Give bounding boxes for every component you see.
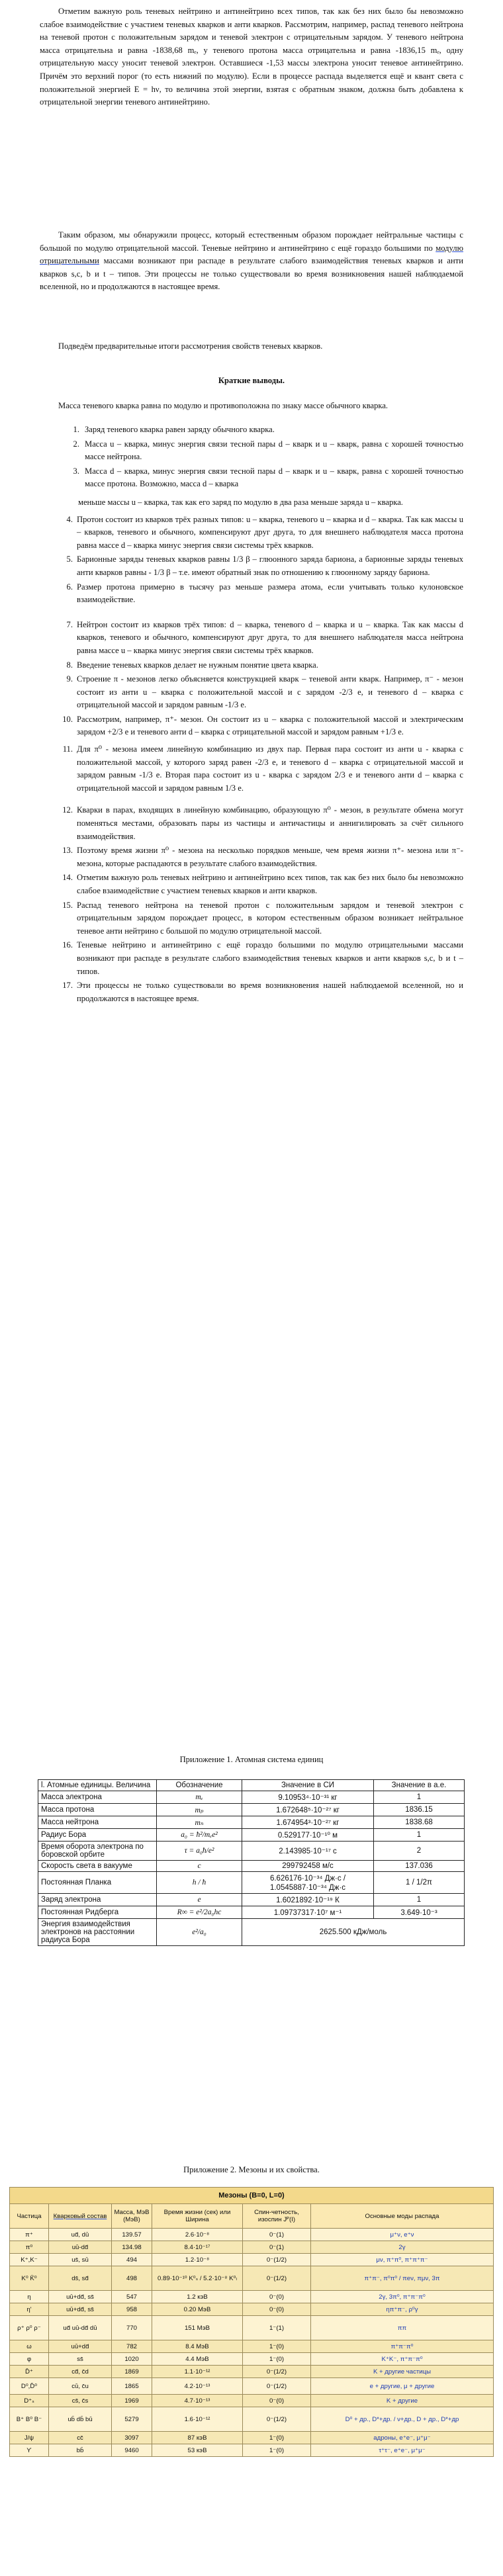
atomic-units-cell-quantity: Постоянная Планка (38, 1872, 157, 1894)
atomic-units-cell-symbol: mₑ (157, 1791, 242, 1804)
summary-list-item-text: Масса u – кварка, минус энергия связи тесной пары d – кварк и u – кварк, равна с хорошей точностью массе нейтрона. (85, 439, 463, 462)
atomic-units-cell-au: 1836.15 (374, 1804, 465, 1816)
appendix2-title: Приложение 2. Мезоны и их свойства. (183, 2165, 320, 2174)
summary-list-item-number: 11. (62, 744, 73, 754)
summary-list-item (40, 871, 463, 897)
summary-list-item-text: Протон состоит из кварков трёх разных типов: u – кварка, теневого u – кварка и d – кварка. Так как массы u – кварков, теневого и обычного, компенсируют друг друга, то для внешнего наблюдателя масса протона равна массе d – кварка минус энергия связи системы трёх кварков. (77, 514, 463, 550)
summary-list-item-text: Барионные заряды теневых кварков равны 1/3 β – глюонного заряда бариона, а барионные заряды теневых анти кварков равны - 1/3 β – т.е. имеют обратный знак по отношению к глюонному заряду бариона. (77, 555, 463, 577)
mesons-cell-particle: ρ⁺ ρ⁰ ρ⁻ (10, 2316, 49, 2340)
mesons-cell-particle: η (10, 2291, 49, 2303)
mesons-cell-lifetime: 4.7·10⁻¹³ (152, 2395, 243, 2407)
mesons-cell-quark-content: ub̄ db̄ bū (49, 2407, 112, 2432)
summary-list-item (40, 553, 463, 579)
mesons-cell-decay-modes: D⁰ + др., D*+др. / ν+др., D + др., D*+др (311, 2407, 494, 2432)
atomic-units-cell-au: 2 (374, 1842, 465, 1861)
mesons-cell-mass: 9460 (112, 2444, 152, 2457)
mesons-cell-decay-modes: π⁺π⁻, π⁰π⁰ / πeν, πμν, 3π (311, 2266, 494, 2291)
mesons-cell-decay-modes: K + другие частицы (311, 2366, 494, 2378)
atomic-units-cell-quantity: Заряд электрона (38, 1894, 157, 1906)
mesons-cell-mass: 1865 (112, 2378, 152, 2395)
mesons-cell-spin-parity: 0⁻(1/2) (243, 2407, 311, 2432)
summary-list-item-text: Рассмотрим, например, π⁺- мезон. Он состоит из u – кварка с положительной массой и электрическим зарядом +2/3 e и теневого анти d – кварка с отрицательной массой и зарядом равным +1/3 e. (77, 714, 463, 737)
mesons-header-quark-content: Кварковый состав (49, 2204, 112, 2229)
summary-list-item-number: 12. (62, 805, 73, 815)
mesons-row (10, 2366, 494, 2378)
atomic-units-cell-si: 0.529177·10⁻¹⁰ м (242, 1829, 374, 1842)
atomic-units-cell-si: 2.143985·10⁻¹⁷ с (242, 1842, 374, 1861)
mesons-row (10, 2407, 494, 2432)
mesons-cell-lifetime: 0.89·10⁻¹⁰ K⁰ₛ / 5.2·10⁻⁸ K⁰ₗ (152, 2266, 243, 2291)
atomic-units-cell-symbol: e²/a₀ (157, 1919, 242, 1946)
summary-list-item-number: 14. (62, 873, 73, 883)
mesons-cell-decay-modes: ππ (311, 2316, 494, 2340)
atomic-units-header-si: Значение в СИ (242, 1780, 374, 1791)
atomic-units-cell-si: 1.09737317·10⁷ м⁻¹ (242, 1906, 374, 1919)
atomic-units-cell-symbol: mₚ (157, 1804, 242, 1816)
mesons-cell-decay-modes: τ⁺τ⁻, e⁺e⁻, μ⁺μ⁻ (311, 2444, 494, 2457)
mesons-cell-decay-modes: 2γ, 3π⁰, π⁺π⁻π⁰ (311, 2291, 494, 2303)
mesons-header-spin-parity: Спин-четность, изоспин Jᴾ(I) (243, 2204, 311, 2229)
mesons-row (10, 2432, 494, 2444)
mesons-cell-quark-content: cc̄ (49, 2432, 112, 2444)
mesons-cell-spin-parity: 0⁻(1/2) (243, 2378, 311, 2395)
summary-list-item-text: Введение теневых кварков делает не нужным понятие цвета кварка. (77, 660, 318, 670)
mesons-cell-decay-modes: K + другие (311, 2395, 494, 2407)
atomic-units-cell-quantity: Постоянная Ридберга (38, 1906, 157, 1919)
summary-list-item-number: 3. (73, 466, 79, 476)
mesons-cell-lifetime: 4.4 МэВ (152, 2353, 243, 2366)
appendix1-title: Приложение 1. Атомная система единиц (179, 1755, 324, 1764)
mesons-cell-mass: 498 (112, 2266, 152, 2291)
atomic-units-row (38, 1804, 465, 1816)
atomic-units-cell-symbol: a₀ = ħ²/mₑe² (157, 1829, 242, 1842)
summary-list-item-number: 8. (66, 660, 73, 670)
atomic-units-cell-symbol: τ = a₀ħ/e² (157, 1842, 242, 1861)
summary-list-item (40, 423, 463, 437)
mesons-cell-decay-modes: μ⁺ν, e⁺ν (311, 2229, 494, 2241)
mesons-cell-spin-parity: 0⁻(1/2) (243, 2266, 311, 2291)
mesons-table (9, 2187, 494, 2457)
summary-list-item-number: 10. (62, 714, 73, 724)
mesons-cell-particle: B⁺ B⁰ B⁻ (10, 2407, 49, 2432)
mesons-cell-lifetime: 1.2·10⁻⁸ (152, 2254, 243, 2266)
mesons-row (10, 2254, 494, 2266)
mesons-cell-quark-content: cs̄, c̄s (49, 2395, 112, 2407)
mesons-cell-decay-modes: e + другие, μ + другие (311, 2378, 494, 2395)
atomic-units-row (38, 1816, 465, 1829)
mesons-cell-particle: D̄⁺ (10, 2366, 49, 2378)
summary-list-item-text: Для π⁰ - мезона имеем линейную комбинацию из двух пар. Первая пара состоит из анти u - кварка с положительной массой, у которого заряд равен -2/3 e, и теневого d – кварка с отрицательной массой и зарядом равным -1/3 e. Вторая пара состоит из u - кварка с зарядом 2/3 e и теневого анти d – кварка с отрицательной массой и зарядом равным 1/3 e. (77, 744, 463, 793)
intro-paragraph-2-underlined: модулю отрицательными (40, 243, 463, 266)
atomic-units-row (38, 1919, 465, 1946)
summary-list-item-number: 1. (73, 425, 79, 434)
atomic-units-cell-symbol: e (157, 1894, 242, 1906)
mesons-cell-particle: π⁺ (10, 2229, 49, 2241)
mesons-cell-particle: D⁺ₛ (10, 2395, 49, 2407)
atomic-units-cell-quantity: Радиус Бора (38, 1829, 157, 1842)
mesons-cell-quark-content: uū+dd̄, ss̄ (49, 2291, 112, 2303)
mesons-row (10, 2340, 494, 2353)
summary-list-item (40, 899, 463, 938)
summary-list-item (40, 513, 463, 553)
summary-list-item-text: Отметим важную роль теневых нейтрино и антинейтрино всех типов, так как без них было бы невозможно слабое взаимодействие с участием теневых кварков и анти кварков. (77, 873, 463, 895)
mesons-cell-spin-parity: 1⁻(0) (243, 2340, 311, 2353)
summary-list-item-number: 4. (66, 514, 73, 524)
summary-list-item-text: Размер протона примерно в тысячу раз меньше размера атома, если учитывать только кулоновское взаимодействие. (77, 582, 463, 605)
atomic-units-header-symbol: Обозначение (157, 1780, 242, 1791)
atomic-units-cell-au: 1 (374, 1894, 465, 1906)
summary-list-item (40, 939, 463, 978)
summary-list-item (40, 743, 463, 795)
mesons-cell-lifetime: 53 кэВ (152, 2444, 243, 2457)
mesons-cell-spin-parity: 0⁻(1/2) (243, 2366, 311, 2378)
summary-list-item-text: Поэтому время жизни π⁰ - мезона на несколько порядков меньше, чем время жизни π⁺- мезона или π⁻- мезона, которые распадаются в результате слабого взаимодействия. (77, 846, 463, 868)
mesons-cell-spin-parity: 1⁻(0) (243, 2444, 311, 2457)
atomic-units-row (38, 1861, 465, 1872)
atomic-units-cell-symbol: c (157, 1861, 242, 1872)
mesons-header-mass: Масса, МэВ (МэВ) (112, 2204, 152, 2229)
mesons-cell-quark-content: cd̄, c̄d (49, 2366, 112, 2378)
mesons-cell-mass: 139.57 (112, 2229, 152, 2241)
mesons-cell-particle: K⁰ K̄⁰ (10, 2266, 49, 2291)
atomic-units-cell-quantity: Время оборота электрона по боровской орбите (38, 1842, 157, 1861)
mesons-cell-lifetime: 1.6·10⁻¹² (152, 2407, 243, 2432)
mesons-row (10, 2266, 494, 2291)
atomic-units-row (38, 1791, 465, 1804)
mesons-cell-spin-parity: 1⁻(0) (243, 2432, 311, 2444)
mesons-cell-decay-modes: π⁺π⁻π⁰ (311, 2340, 494, 2353)
mesons-cell-lifetime: 1.1·10⁻¹² (152, 2366, 243, 2378)
atomic-units-header-quantity: l. Атомные единицы. Величина (38, 1780, 157, 1791)
mesons-row (10, 2316, 494, 2340)
atomic-units-cell-symbol: h / ħ (157, 1872, 242, 1894)
mesons-cell-quark-content: ud̄, dū (49, 2229, 112, 2241)
summary-lead: Масса теневого кварка равна по модулю и противоположна по знаку массе обычного кварка. (58, 401, 389, 410)
mesons-cell-spin-parity: 0⁻(1/2) (243, 2254, 311, 2266)
mesons-cell-lifetime: 8.4·10⁻¹⁷ (152, 2241, 243, 2254)
mesons-cell-spin-parity: 1⁻(1) (243, 2316, 311, 2340)
mesons-cell-spin-parity: 0⁻(1) (243, 2229, 311, 2241)
atomic-units-cell-si: 6.626176·10⁻³⁴ Дж·с / 1.0545887·10⁻³⁴ Дж·с (242, 1872, 374, 1894)
atomic-units-cell-si: 1.6021892·10⁻¹⁹ К (242, 1894, 374, 1906)
atomic-units-cell-quantity: Энергия взаимодействия электронов на расстоянии радиуса Бора (38, 1919, 157, 1946)
mesons-table-wrapper (9, 2187, 494, 2457)
mesons-cell-mass: 5279 (112, 2407, 152, 2432)
atomic-units-cell-au: 1 / 1/2π (374, 1872, 465, 1894)
mesons-cell-mass: 547 (112, 2291, 152, 2303)
mesons-cell-quark-content: us̄, sū (49, 2254, 112, 2266)
mesons-cell-lifetime: 151 МэВ (152, 2316, 243, 2340)
summary-list-item-text: меньше массы u – кварка, так как его заряд по модулю в два раза меньше заряда u – кварка. (78, 497, 403, 507)
summary-title: Краткие выводы. (218, 376, 285, 385)
mesons-cell-decay-modes: μν, π⁺π⁰, π⁺π⁺π⁻ (311, 2254, 494, 2266)
mesons-cell-particle: ϒ (10, 2444, 49, 2457)
mesons-cell-mass: 770 (112, 2316, 152, 2340)
summary-list-item-text: Кварки в парах, входящих в линейную комбинацию, образующую π⁰ - мезон, в результате обмена могут поменяться местами, образовать пары из частицы и античастицы и аннигилировать за счёт сильного взаимодействия. (77, 805, 463, 841)
mesons-cell-quark-content: uū-dd̄ (49, 2241, 112, 2254)
summary-list-item (40, 659, 463, 672)
mesons-cell-spin-parity: 1⁻(0) (243, 2353, 311, 2366)
mesons-cell-mass: 3097 (112, 2432, 152, 2444)
mesons-cell-quark-content: ds̄, sd̄ (49, 2266, 112, 2291)
mesons-cell-spin-parity: 0⁻(0) (243, 2395, 311, 2407)
atomic-units-cell-au: 1838.68 (374, 1816, 465, 1829)
mesons-row (10, 2241, 494, 2254)
summary-list-item (40, 804, 463, 843)
mesons-row (10, 2395, 494, 2407)
mesons-cell-particle: π⁰ (10, 2241, 49, 2254)
atomic-units-cell-au: 1 (374, 1829, 465, 1842)
mesons-cell-lifetime: 87 кэВ (152, 2432, 243, 2444)
atomic-units-row (38, 1894, 465, 1906)
mesons-cell-particle: η' (10, 2303, 49, 2316)
mesons-cell-quark-content: uū+dd̄, ss̄ (49, 2303, 112, 2316)
summary-list-item-number: 13. (62, 846, 73, 856)
mesons-cell-particle: K⁺,K⁻ (10, 2254, 49, 2266)
mesons-cell-mass: 494 (112, 2254, 152, 2266)
summary-list-item (40, 979, 463, 1005)
mesons-row (10, 2229, 494, 2241)
mesons-cell-quark-content: ud̄ uū-dd̄ dū (49, 2316, 112, 2340)
atomic-units-cell-si: 1.672648⁵·10⁻²⁷ кг (242, 1804, 374, 1816)
mesons-cell-particle: J/ψ (10, 2432, 49, 2444)
atomic-units-cell-si: 9.10953⁴·10⁻³¹ кг (242, 1791, 374, 1804)
summary-list-item-number: 5. (66, 555, 73, 564)
mesons-cell-quark-content: bb̄ (49, 2444, 112, 2457)
summary-list-item-number: 2. (73, 439, 79, 449)
atomic-units-cell-si: 299792458 м/с (242, 1861, 374, 1872)
summary-list-item (40, 844, 463, 870)
summary-list-item (40, 581, 463, 607)
summary-list-item (40, 673, 463, 712)
mesons-row (10, 2303, 494, 2316)
atomic-units-cell-au: 1 (374, 1791, 465, 1804)
atomic-units-row (38, 1829, 465, 1842)
summary-list-item-text: Распад теневого нейтрона на теневой протон с положительным зарядом и теневой электрон с отрицательным зарядом порождает процесс, в котором естественным образом возникает нейтральное теневое анти нейтрино с большой по модулю отрицательной массой. (77, 900, 463, 936)
atomic-units-cell-quantity: Масса протона (38, 1804, 157, 1816)
mesons-cell-mass: 1020 (112, 2353, 152, 2366)
mesons-cell-decay-modes: адроны, e⁺e⁻, μ⁺μ⁻ (311, 2432, 494, 2444)
summary-list-item-text: Нейтрон состоит из кварков трёх типов: d – кварка, теневого d – кварка и u – кварка. Так как массы d кварков, теневого и обычного, компенсируют друг друга, то для внешнего наблюдателя масса нейтрона равна массе u – кварка минус энергия связи системы трёх кварков. (77, 619, 463, 655)
mesons-cell-quark-content: ss̄ (49, 2353, 112, 2366)
atomic-units-row (38, 1842, 465, 1861)
atomic-units-cell-si: 1.674954³·10⁻²⁷ кг (242, 1816, 374, 1829)
atomic-units-cell-au: 3.649·10⁻³ (374, 1906, 465, 1919)
intro-paragraph-2-part-a: Таким образом, мы обнаружили процесс, который естественным образом порождает нейтральные частицы с большой по модулю отрицательной массой. Теневые нейтрино и антинейтрино с ещё гораздо большими по (40, 230, 463, 253)
mesons-cell-decay-modes: 2γ (311, 2241, 494, 2254)
mesons-row (10, 2444, 494, 2457)
atomic-units-row (38, 1906, 465, 1919)
intro-paragraph-2-part-b: массами возникают при распаде в результате слабого взаимодействия теневых кварков и анти кварков s,c, b и t – типов. Эти процессы не только существовали во время возникновения нашей наблюдаемой вселенной, но и продолжаются в настоящее время. (40, 256, 463, 292)
mesons-cell-lifetime: 4.2·10⁻¹³ (152, 2378, 243, 2395)
summary-list-item (40, 713, 463, 739)
mesons-cell-particle: D⁰,D̄⁰ (10, 2378, 49, 2395)
atomic-units-cell-symbol: R∞ = e²/2a₀hc (157, 1906, 242, 1919)
mesons-cell-quark-content: uū+dd̄ (49, 2340, 112, 2353)
mesons-cell-mass: 1969 (112, 2395, 152, 2407)
mesons-header-lifetime: Время жизни (сек) или Ширина (152, 2204, 243, 2229)
atomic-units-table (38, 1779, 465, 1946)
summary-list-item-number: 6. (66, 582, 73, 592)
summary-list-item-number: 7. (66, 619, 73, 629)
mesons-cell-particle: ω (10, 2340, 49, 2353)
atomic-units-header-au: Значение в а.е. (374, 1780, 465, 1791)
atomic-units-cell-quantity: Масса нейтрона (38, 1816, 157, 1829)
atomic-units-cell-si: 2625.500 кДж/моль (242, 1919, 465, 1946)
summary-list-item-number: 16. (62, 940, 73, 950)
mesons-cell-spin-parity: 0⁻(0) (243, 2291, 311, 2303)
atomic-units-cell-au: 137.036 (374, 1861, 465, 1872)
mesons-cell-mass: 958 (112, 2303, 152, 2316)
summary-list-item (40, 619, 463, 658)
summary-list-item-text: Эти процессы не только существовали во время возникновения нашей наблюдаемой вселенной, но и продолжаются в настоящее время. (77, 981, 463, 1003)
mesons-cell-particle: φ (10, 2353, 49, 2366)
mesons-cell-lifetime: 8.4 МэВ (152, 2340, 243, 2353)
mesons-cell-lifetime: 1.2 кэВ (152, 2291, 243, 2303)
mesons-cell-lifetime: 0.20 МэВ (152, 2303, 243, 2316)
atomic-units-row (38, 1872, 465, 1894)
intro-paragraph-1: Отметим важную роль теневых нейтрино и антинейтрино всех типов, так как без них было бы невозможно слабое взаимодействие с участием теневых кварков и анти кварков. Рассмотрим, например, распад теневого нейтрона на теневой протон с положительным зарядом и теневой электрон с отрицательным зарядом. У теневого нейтрона масса отрицательна и равна -1838,68 mₑ, у теневого протона масса отрицательна и равна -1836,15 mₑ, одну отрицательную массу уносит теневой электрон. Оставшиеся -1,53 массы электрона уносит теневое антинейтрино. Причём это верхний порог (то есть нижний по модулю). Если в процессе распада выделяется ещё и квант света с положительной энергией E = hν, то величина этой энергии, взятая с обратным знаком, должна быть добавлена к отрицательной энергии теневого антинейтрино. (40, 7, 463, 107)
summary-list-item (40, 465, 463, 491)
mesons-cell-mass: 134.98 (112, 2241, 152, 2254)
mesons-table-caption: Мезоны (B=0, L=0) (10, 2188, 494, 2204)
mesons-cell-mass: 1869 (112, 2366, 152, 2378)
mesons-cell-decay-modes: ηπ⁺π⁻, ρ⁰γ (311, 2303, 494, 2316)
summary-list-item-text: Теневые нейтрино и антинейтрино с ещё гораздо большими по модулю отрицательными массами возникают при распаде в результате слабого взаимодействия теневых кварков и анти кварков s,c, b и t – типов. (77, 940, 463, 976)
mesons-header-decay-modes: Основные моды распада (311, 2204, 494, 2229)
summary-list-item-text: Строение π - мезонов легко объясняется конструкцией кварк – теневой анти кварк. Например, π⁻ - мезон состоит из анти u – кварка с положительной массой и с зарядом -2/3 e, и теневого d – кварка с отрицательной массой и зарядом равным -1/3 e. (77, 674, 463, 710)
mesons-cell-mass: 782 (112, 2340, 152, 2353)
summary-list-item-number: 9. (66, 674, 73, 684)
summary-list-item-text: Заряд теневого кварка равен заряду обычного кварка. (85, 425, 275, 434)
mesons-cell-spin-parity: 0⁻(1) (243, 2241, 311, 2254)
summary-list-item-number: 17. (62, 981, 73, 991)
intro-paragraph-2 (40, 229, 463, 294)
summary-list-item (40, 438, 463, 464)
mesons-row (10, 2378, 494, 2395)
summary-list-item-number: 15. (62, 900, 73, 910)
mesons-row (10, 2291, 494, 2303)
mesons-header-particle: Частица (10, 2204, 49, 2229)
summary-list-item (40, 496, 463, 510)
mesons-row (10, 2353, 494, 2366)
mesons-cell-spin-parity: 0⁻(0) (243, 2303, 311, 2316)
mesons-cell-decay-modes: K⁺K⁻, π⁺π⁻π⁰ (311, 2353, 494, 2366)
mesons-cell-quark-content: cū, c̄u (49, 2378, 112, 2395)
intro-paragraph-3: Подведём предварительные итоги рассмотрения свойств теневых кварков. (58, 341, 323, 351)
summary-list-item-text: Масса d – кварка, минус энергия связи тесной пары d – кварк и u – кварк, равна с хорошей точностью массе протона. Возможно, масса d – кварка (85, 466, 463, 489)
atomic-units-cell-quantity: Масса электрона (38, 1791, 157, 1804)
atomic-units-cell-symbol: mₙ (157, 1816, 242, 1829)
mesons-cell-lifetime: 2.6·10⁻⁸ (152, 2229, 243, 2241)
atomic-units-cell-quantity: Скорость света в вакууме (38, 1861, 157, 1872)
